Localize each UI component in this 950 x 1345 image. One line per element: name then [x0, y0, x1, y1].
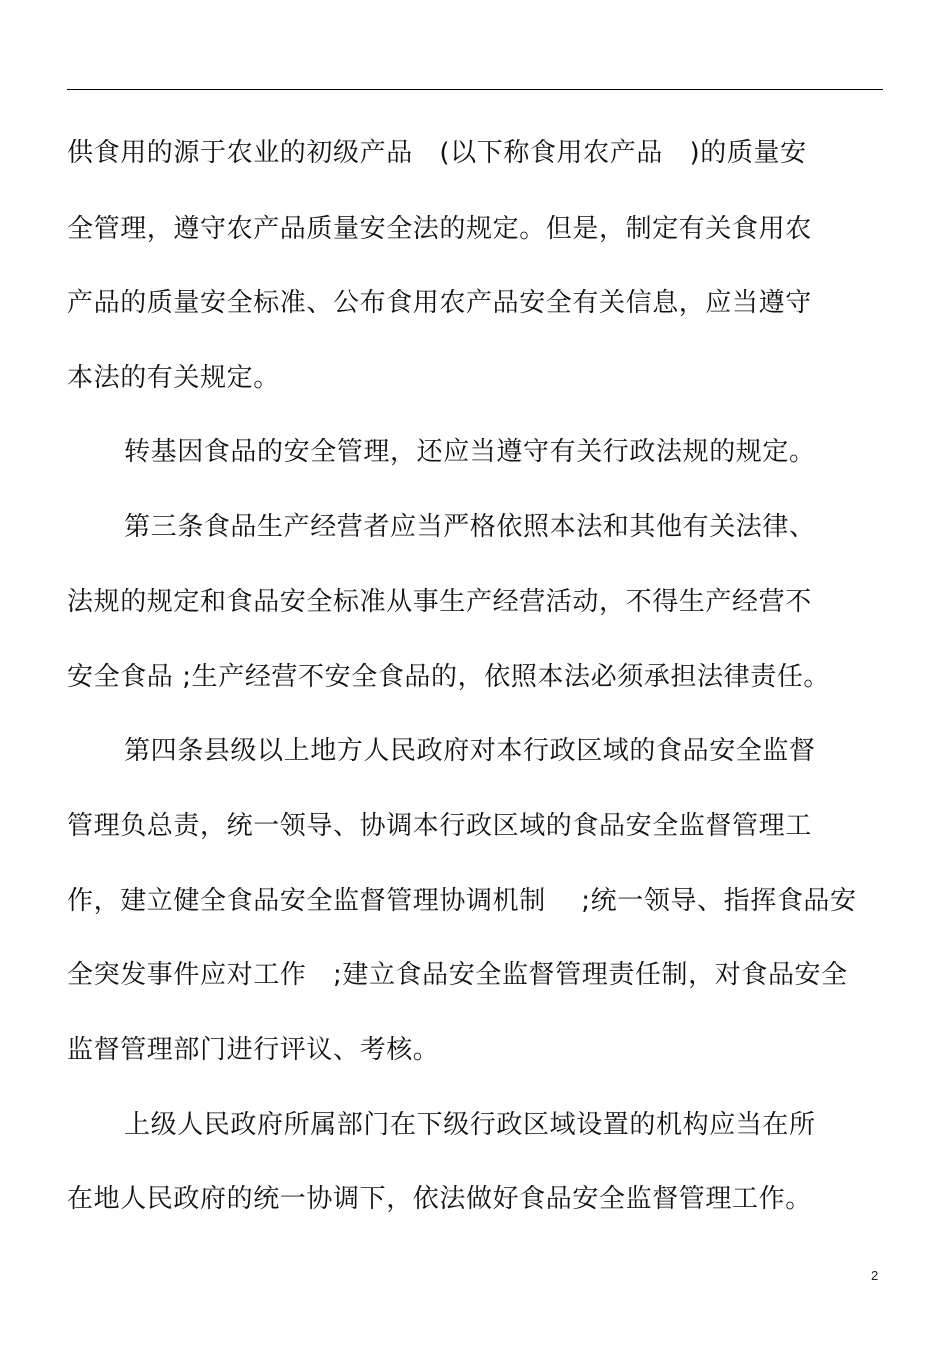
text-line: 全管理，遵守农产品质量安全法的规定。但是，制定有关食用农 [67, 214, 812, 244]
text-line: 产品的质量安全标准、公布食用农产品安全有关信息，应当遵守 [67, 288, 812, 318]
text-line: 第四条县级以上地方人民政府对本行政区域的食品安全监督 [124, 736, 816, 766]
text-line: 作，建立健全食品安全监督管理协调机制 ;统一领导、指挥食品安 [67, 886, 857, 916]
text-line: 转基因食品的安全管理，还应当遵守有关行政法规的规定。 [124, 437, 816, 467]
text-line: 第三条食品生产经营者应当严格依照本法和其他有关法律、 [124, 512, 816, 542]
text-line: 在地人民政府的统一协调下，依法做好食品安全监督管理工作。 [67, 1184, 812, 1214]
text-line: 上级人民政府所属部门在下级行政区域设置的机构应当在所 [124, 1110, 816, 1140]
text-line: 法规的规定和食品安全标准从事生产经营活动，不得生产经营不 [67, 587, 812, 617]
text-line: 管理负总责，统一领导、协调本行政区域的食品安全监督管理工 [67, 811, 812, 841]
text-line: 安全食品 ;生产经营不安全食品的，依照本法必须承担法律责任。 [67, 662, 831, 692]
page-number: 2 [871, 1268, 879, 1283]
text-line: 全突发事件应对工作 ;建立食品安全监督管理责任制，对食品安全 [67, 960, 848, 990]
header-rule [67, 89, 883, 90]
text-line: 供食用的源于农业的初级产品 (以下称食用农产品 )的质量安 [67, 138, 807, 168]
text-line: 本法的有关规定。 [67, 363, 280, 393]
text-line: 监督管理部门进行评议、考核。 [67, 1035, 440, 1065]
